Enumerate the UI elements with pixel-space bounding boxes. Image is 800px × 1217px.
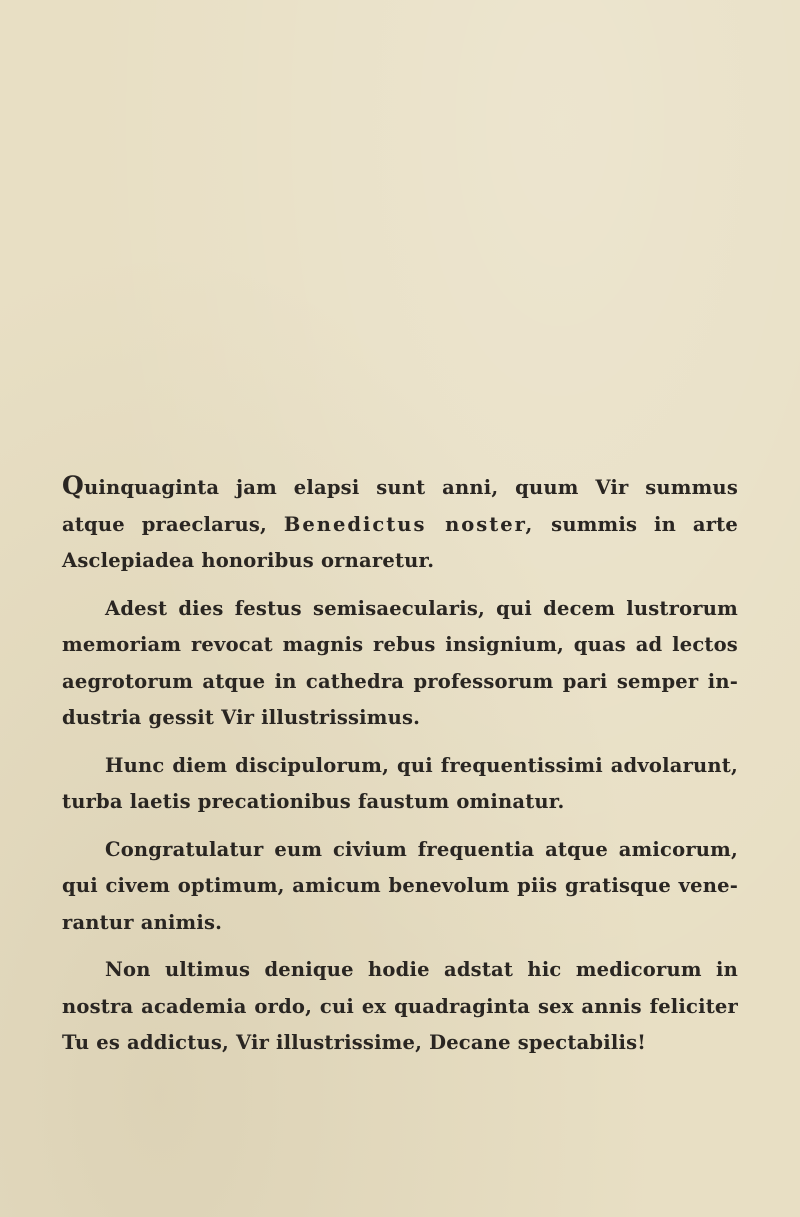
paragraph-4: Congratulatur eum civium frequentia atque amicorum, qui civem optimum, amicum benevolum piis gratisque vene- rantur animis. (62, 837, 738, 934)
paragraph-1-text-after: summis in arte Asclepiadea honoribus ornaretur. (62, 512, 738, 572)
paragraph-1-text: uinquaginta jam elapsi sunt anni, quum Vir summus atque praeclarus, (62, 476, 738, 536)
honoree-name: Benedictus noster, (283, 512, 535, 536)
paragraph-1 (62, 468, 738, 580)
document-body (62, 468, 738, 1073)
drop-cap: Q (62, 471, 84, 500)
paragraph-3: Hunc diem discipulorum, qui frequentissimi advolarunt, turba laetis precationibus faustum ominatur. (62, 753, 738, 813)
paragraph-2: Adest dies festus semisaecularis, qui decem lustrorum memoriam revocat magnis rebus insignium, quas ad lectos aegrotorum atque in cathedra professorum pari semper in- dustria gessit Vir illustrissimus. (62, 596, 738, 729)
paragraph-5: Non ultimus denique hodie adstat hic medicorum in nostra academia ordo, cui ex quadraginta sex annis feliciter Tu es addictus, Vir illustrissime, Decane spectabilis! (62, 958, 738, 1054)
